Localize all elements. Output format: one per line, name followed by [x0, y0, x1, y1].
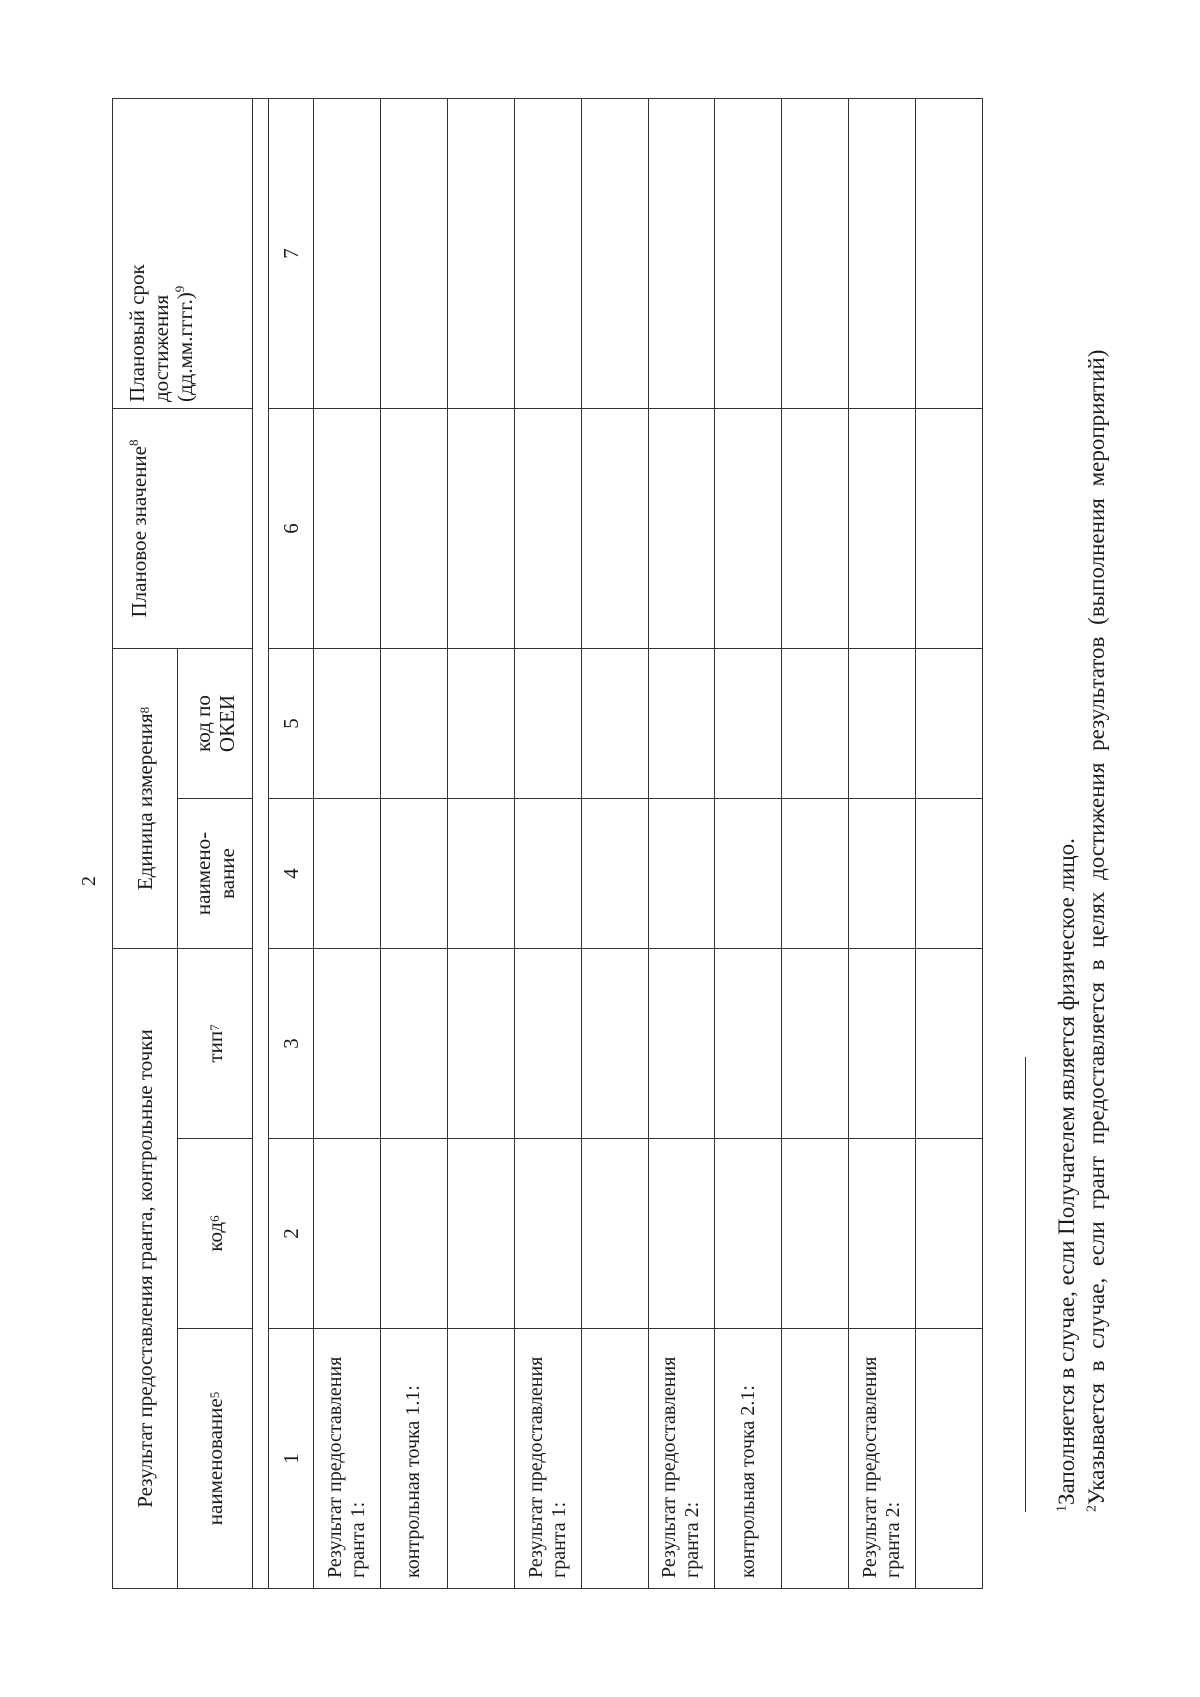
- table-cell: [380, 949, 447, 1139]
- table-cell: [313, 799, 380, 949]
- header-planned-date-line2: достижения: [149, 294, 174, 402]
- table-cell: [447, 799, 514, 949]
- table-cell: [380, 409, 447, 649]
- header-col-type: [177, 949, 252, 1139]
- table-cell: [514, 949, 581, 1139]
- table-cell: [648, 409, 715, 649]
- header-col-code-text: код: [202, 1221, 227, 1252]
- row-name-cell: контрольная точка 2.1:: [714, 1329, 781, 1589]
- row-name-cell: [447, 1329, 514, 1589]
- table-cell: [313, 649, 380, 799]
- table-cell: [447, 1139, 514, 1329]
- column-number: 6: [268, 409, 313, 649]
- table-cell: [380, 799, 447, 949]
- table-cell: [714, 409, 781, 649]
- table-cell: [313, 949, 380, 1139]
- row-name-cell: [581, 1329, 648, 1589]
- column-number: 7: [268, 99, 313, 409]
- footnote-mark: 9: [172, 285, 188, 293]
- header-col-name-text: наименование: [202, 1398, 227, 1526]
- table-cell: [581, 949, 648, 1139]
- footnote-mark: 1: [1054, 1505, 1070, 1512]
- table-cell: [514, 649, 581, 799]
- table-cell: [915, 99, 982, 409]
- table-cell: [380, 649, 447, 799]
- table-cell: [781, 799, 848, 949]
- table-cell: [848, 649, 915, 799]
- row-name-cell: Результат предоставления гранта 2:: [848, 1329, 915, 1589]
- table-cell: [781, 949, 848, 1139]
- column-number: 2: [268, 1139, 313, 1329]
- header-col-unit-name-line1: наимено-: [190, 831, 215, 916]
- header-col-okei: [177, 649, 252, 799]
- row-name-cell: [915, 1329, 982, 1589]
- table-cell: [848, 799, 915, 949]
- row-name-cell: Результат предоставления гранта 2:: [648, 1329, 715, 1589]
- table-cell: [915, 409, 982, 649]
- table-cell: [648, 799, 715, 949]
- results-table: [112, 98, 983, 1589]
- footnote-mark: 8: [136, 706, 152, 714]
- footnote-mark: 5: [206, 1391, 222, 1399]
- header-result-group: [112, 949, 177, 1589]
- table-cell: [581, 1139, 648, 1329]
- table-cell: [313, 409, 380, 649]
- table-cell: [514, 1139, 581, 1329]
- footnote-separator: [1025, 1057, 1026, 1512]
- header-spacer: [252, 99, 268, 1589]
- table-cell: [447, 409, 514, 649]
- table-cell: [714, 649, 781, 799]
- header-col-okei-line2: ОКЕИ: [215, 694, 239, 753]
- table-cell: [848, 99, 915, 409]
- table-cell: [648, 99, 715, 409]
- table-cell: [648, 1139, 715, 1329]
- header-planned-value: [112, 409, 252, 649]
- table-cell: [915, 649, 982, 799]
- header-planned-date-line3-wrap: [173, 286, 197, 402]
- table-cell: [648, 949, 715, 1139]
- row-name-cell: Результат предоставления гранта 1:: [313, 1329, 380, 1589]
- table-cell: [380, 99, 447, 409]
- page-number: 2: [78, 876, 100, 886]
- header-col-type-text: тип: [202, 1030, 227, 1063]
- footnote-mark: 2: [1084, 1505, 1100, 1512]
- header-planned-date: [112, 99, 252, 409]
- table-cell: [781, 99, 848, 409]
- row-name-cell: контрольная точка 1.1:: [380, 1329, 447, 1589]
- table-cell: [380, 1139, 447, 1329]
- table-cell: [581, 649, 648, 799]
- footnote-text: Заполняется в случае, если Получателем является физическое лицо.: [1054, 838, 1079, 1505]
- table-cell: [714, 99, 781, 409]
- table-cell: [781, 409, 848, 649]
- table-cell: [915, 949, 982, 1139]
- table-cell: [714, 949, 781, 1139]
- footnote-mark: 7: [206, 1024, 222, 1031]
- footnote-mark: 8: [126, 439, 141, 446]
- column-number: 5: [268, 649, 313, 799]
- footnote-2: [1085, 350, 1108, 1512]
- header-col-name: [177, 1329, 252, 1589]
- header-col-unit-name: [177, 799, 252, 949]
- table-cell: [313, 99, 380, 409]
- table-cell: [313, 1139, 380, 1329]
- table-cell: [447, 649, 514, 799]
- row-name-cell: [781, 1329, 848, 1589]
- table-cell: [581, 799, 648, 949]
- table-cell: [447, 99, 514, 409]
- table-cell: [648, 649, 715, 799]
- table-cell: [848, 409, 915, 649]
- table-cell: [915, 1139, 982, 1329]
- column-number: 3: [268, 949, 313, 1139]
- table-cell: [514, 409, 581, 649]
- header-unit-group-text: Единица измерения: [132, 713, 157, 891]
- table-cell: [848, 1139, 915, 1329]
- column-number: 4: [268, 799, 313, 949]
- table-cell: [714, 799, 781, 949]
- table-cell: [514, 99, 581, 409]
- header-col-unit-name-line2: вание: [215, 848, 239, 899]
- header-planned-date-line3: (дд.мм.гггг.): [173, 292, 198, 402]
- table-cell: [848, 949, 915, 1139]
- table-cell: [915, 799, 982, 949]
- header-planned-date-line1: Плановый срок: [125, 264, 149, 402]
- table-cell: [514, 799, 581, 949]
- table-cell: [581, 99, 648, 409]
- column-number: 1: [268, 1329, 313, 1589]
- header-unit-group: [112, 649, 177, 949]
- header-result-group-text: Результат предоставления гранта, контрольные точки: [132, 1029, 157, 1508]
- header-col-code: [177, 1139, 252, 1329]
- table-cell: [714, 1139, 781, 1329]
- table-cell: [781, 1139, 848, 1329]
- table-cell: [781, 649, 848, 799]
- header-planned-value-text: Плановое значение: [127, 446, 151, 618]
- footnote-mark: 6: [206, 1215, 222, 1222]
- row-name-cell: Результат предоставления гранта 1:: [514, 1329, 581, 1589]
- header-col-okei-line1: код по: [190, 695, 215, 752]
- table-cell: [447, 949, 514, 1139]
- footnote-1: [1055, 838, 1078, 1512]
- footnote-text: Указывается в случае, если грант предоставляется в целях достижения результатов (выполнения мероприятий): [1084, 349, 1109, 1505]
- table-cell: [581, 409, 648, 649]
